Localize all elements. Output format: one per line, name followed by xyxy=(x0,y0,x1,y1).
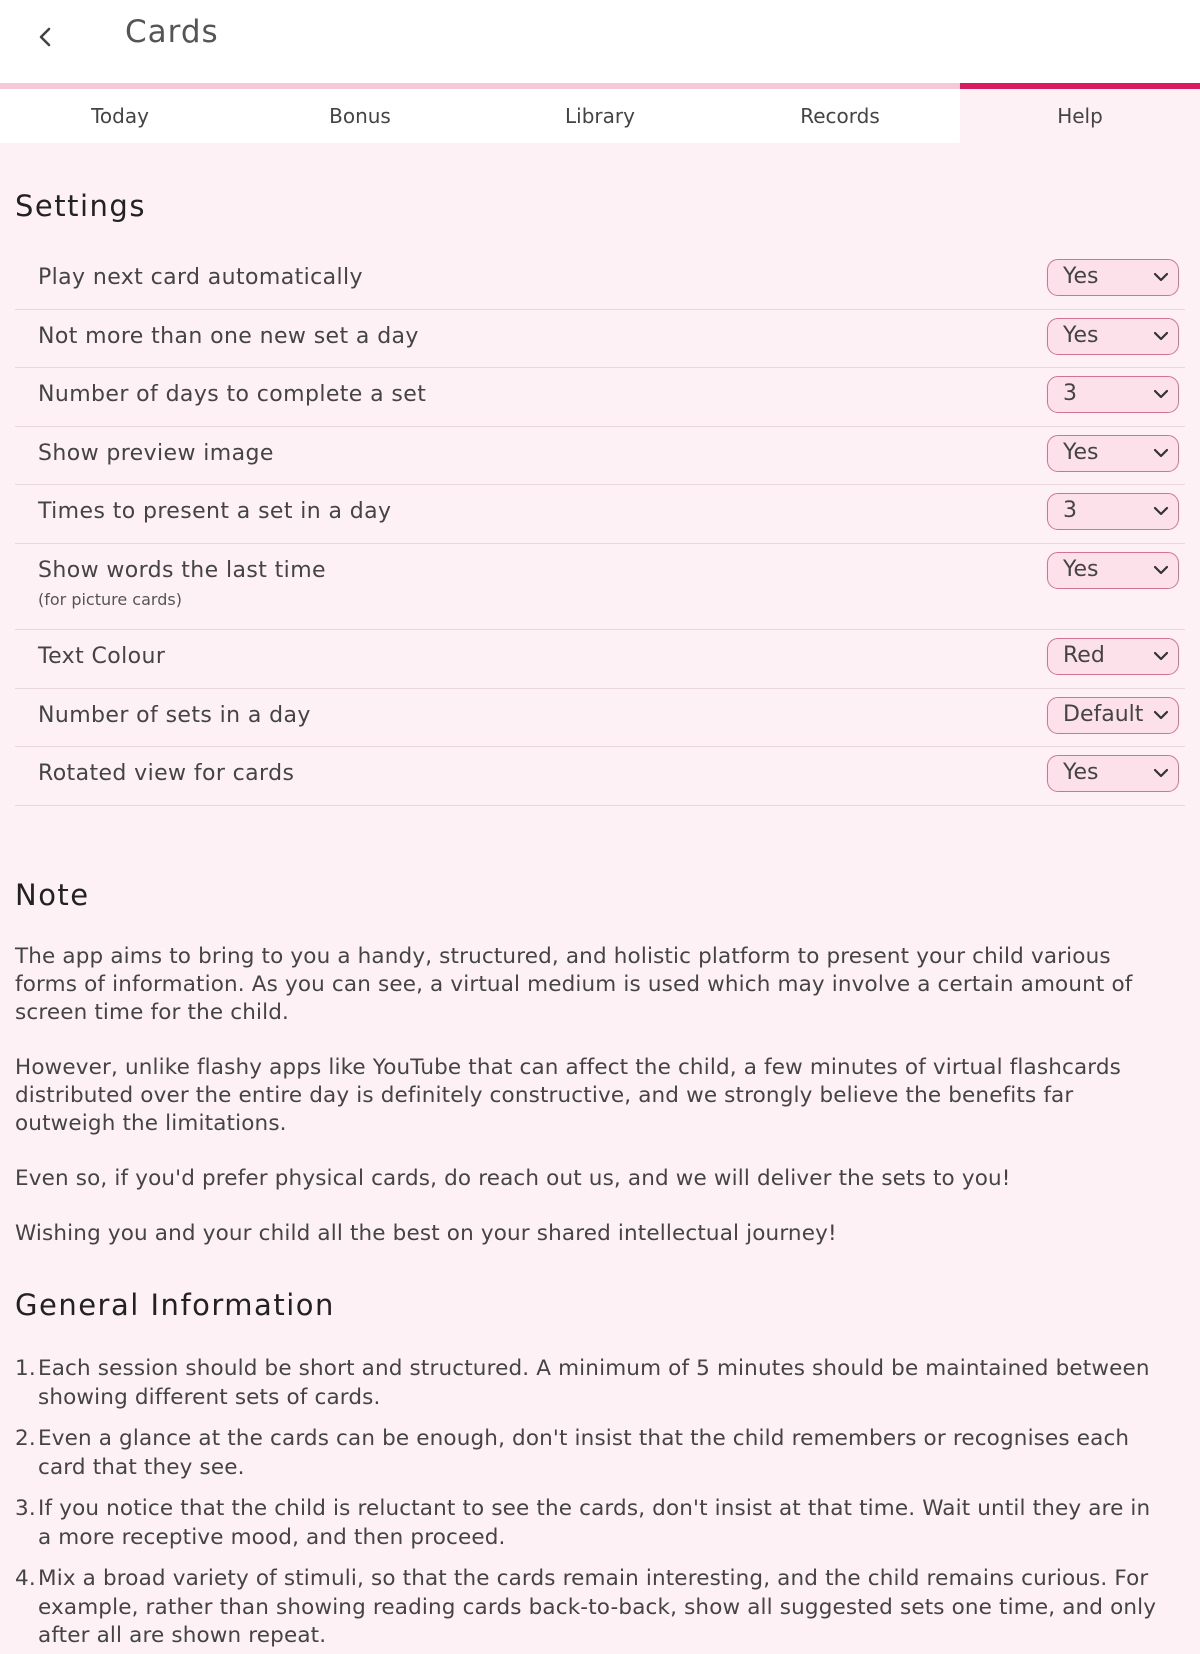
tab-today[interactable]: Today xyxy=(0,83,240,143)
list-number: 1. xyxy=(15,1356,36,1381)
list-text: Mix a broad variety of stimuli, so that the cards remain interesting, and the child remains curious. For example, rather than showing reading cards back-to-back, show all suggested sets one time, and only after all are shown repeat. xyxy=(38,1566,1157,1648)
list-item xyxy=(15,1355,1165,1412)
list-text: If you notice that the child is reluctant to see the cards, don't insist at that time. Wait until they are in a more receptive mood, and then proceed. xyxy=(38,1496,1151,1550)
note-body xyxy=(15,943,1165,1275)
setting-label: Text Colour xyxy=(38,643,166,669)
select-value: Default xyxy=(1063,701,1144,727)
chevron-down-icon xyxy=(1152,706,1170,724)
select-value: Yes xyxy=(1063,322,1099,348)
settings-heading: Settings xyxy=(15,189,146,223)
one-new-set-select[interactable] xyxy=(1047,318,1179,355)
setting-label: Show preview image xyxy=(38,440,274,466)
text-colour-select[interactable] xyxy=(1047,638,1179,675)
preview-image-select[interactable] xyxy=(1047,435,1179,472)
list-number: 4. xyxy=(15,1566,36,1591)
chevron-down-icon xyxy=(1152,268,1170,286)
note-paragraph: Even so, if you'd prefer physical cards, do reach out us, and we will deliver the sets to you! xyxy=(15,1166,1011,1191)
setting-label: Rotated view for cards xyxy=(38,761,295,787)
list-item xyxy=(15,1495,1165,1552)
note-paragraph: Wishing you and your child all the best on your shared intellectual journey! xyxy=(15,1221,837,1246)
rotated-view-select[interactable] xyxy=(1047,755,1179,792)
note-paragraph: However, unlike flashy apps like YouTube that can affect the child, a few minutes of virtual flashcards distributed over the entire day is definitely constructive, and we strongly believe the benefits far outweigh the limitations. xyxy=(15,1055,1122,1136)
select-value: 3 xyxy=(1063,381,1077,407)
note-heading: Note xyxy=(15,878,90,912)
setting-row-autoplay xyxy=(15,251,1185,310)
times-per-day-select[interactable] xyxy=(1047,493,1179,530)
setting-sublabel: (for picture cards) xyxy=(38,589,182,609)
setting-label: Show words the last time xyxy=(38,557,326,583)
chevron-down-icon xyxy=(1152,444,1170,462)
select-value: Yes xyxy=(1063,264,1099,289)
general-info-list xyxy=(15,1355,1165,1651)
setting-row-text-colour xyxy=(15,630,1185,689)
page-title: Cards xyxy=(125,14,219,50)
setting-row-one-new-set xyxy=(15,310,1185,369)
list-text: Even a glance at the cards can be enough, don't insist that the child remembers or recognises each card that they see. xyxy=(38,1426,1130,1480)
select-value: Red xyxy=(1063,642,1105,668)
note-paragraph: The app aims to bring to you a handy, structured, and holistic platform to present your child various forms of information. As you can see, a virtual medium is used which may involve a certain amount of screen time for the child. xyxy=(15,944,1133,1025)
setting-row-preview-image xyxy=(15,427,1185,486)
list-text: Each session should be short and structured. A minimum of 5 minutes should be maintained between showing different sets of cards. xyxy=(38,1356,1150,1410)
setting-row-show-words xyxy=(15,544,1185,630)
setting-label: Number of days to complete a set xyxy=(38,382,427,408)
select-value: Yes xyxy=(1063,760,1099,786)
general-info-body xyxy=(15,1355,1165,1654)
chevron-down-icon xyxy=(1152,502,1170,520)
autoplay-select[interactable] xyxy=(1047,259,1179,296)
select-value: 3 xyxy=(1063,498,1077,524)
setting-row-times-per-day xyxy=(15,485,1185,544)
show-words-select[interactable] xyxy=(1047,552,1179,589)
chevron-down-icon xyxy=(1152,647,1170,665)
chevron-down-icon xyxy=(1152,764,1170,782)
tab-library[interactable]: Library xyxy=(480,83,720,143)
tab-bar xyxy=(0,83,1200,143)
back-button[interactable] xyxy=(30,20,60,54)
sets-per-day-select[interactable] xyxy=(1047,697,1179,734)
settings-list xyxy=(15,251,1185,806)
list-item xyxy=(15,1565,1165,1651)
select-value: Yes xyxy=(1063,556,1099,582)
chevron-left-icon xyxy=(37,26,53,48)
select-value: Yes xyxy=(1063,439,1099,465)
tab-help[interactable]: Help xyxy=(960,83,1200,143)
list-item xyxy=(15,1425,1165,1482)
setting-row-days-to-complete xyxy=(15,368,1185,427)
chevron-down-icon xyxy=(1152,327,1170,345)
list-number: 2. xyxy=(15,1426,36,1451)
chevron-down-icon xyxy=(1152,561,1170,579)
setting-label: Not more than one new set a day xyxy=(38,323,419,349)
setting-label: Times to present a set in a day xyxy=(38,499,392,525)
setting-label: Number of sets in a day xyxy=(38,702,311,728)
list-number: 3. xyxy=(15,1496,36,1521)
setting-label: Play next card automatically xyxy=(38,265,363,290)
tab-bonus[interactable]: Bonus xyxy=(240,83,480,143)
tab-records[interactable]: Records xyxy=(720,83,960,143)
app-header xyxy=(0,0,1200,83)
days-to-complete-select[interactable] xyxy=(1047,376,1179,413)
setting-row-sets-per-day xyxy=(15,689,1185,748)
setting-row-rotated-view xyxy=(15,747,1185,806)
chevron-down-icon xyxy=(1152,385,1170,403)
general-info-heading: General Information xyxy=(15,1288,335,1322)
